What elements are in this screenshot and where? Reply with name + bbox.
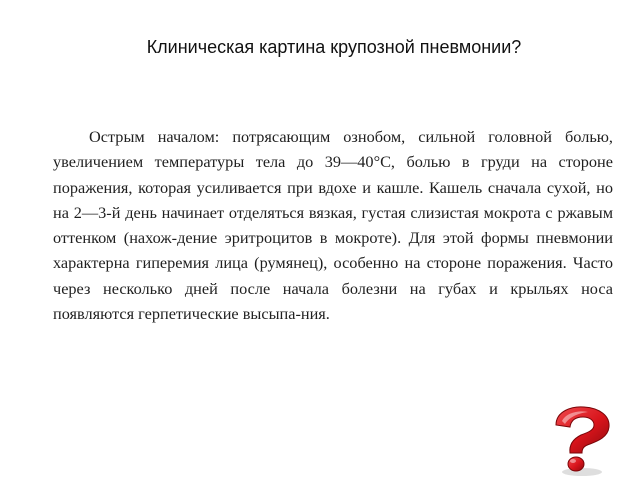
question-mark-icon: [546, 405, 616, 477]
slide-title: Клиническая картина крупозной пневмонии?: [146, 37, 522, 57]
slide-body-text: Острым началом: потрясающим ознобом, сильной головной болью, увеличением температуры тела до 39—40°С, болью в груди на стороне поражения, которая усиливается при вдохе и кашле. Кашель сначала сухой, но на 2—3-й день начинает отделяться вязкая, густая слизистая мокрота с ржавым оттенком (нахож-дение эритроцитов в мокроте). Для этой формы пневмонии характерна гиперемия лица (румянец), особенно на стороне поражения. Часто через несколько дней после начала болезни на губах и крыльях носа появляются герпетические высыпа-ния.: [53, 127, 613, 324]
